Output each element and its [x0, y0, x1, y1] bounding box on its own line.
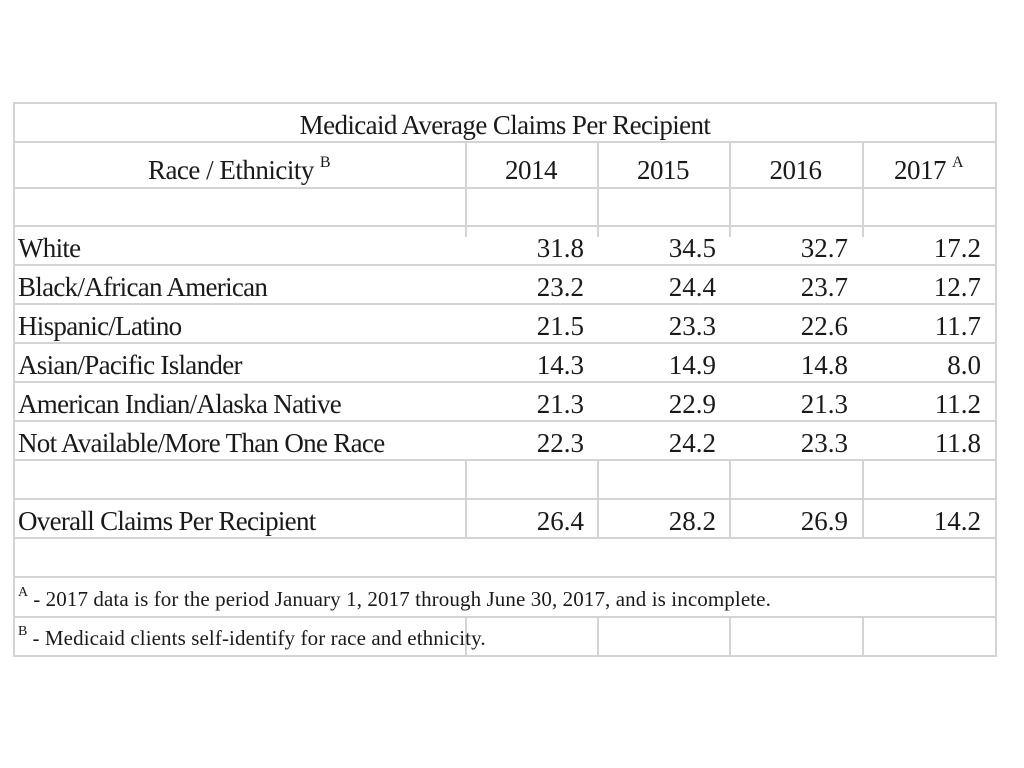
- cell-value: 22.6: [800, 311, 848, 341]
- grid-line: [13, 264, 997, 266]
- footnote-marker: B: [18, 624, 28, 639]
- grid-line: [729, 616, 731, 657]
- cell-value: 11.2: [934, 389, 981, 419]
- header-year-2016: [729, 157, 862, 184]
- grid-line: [13, 537, 997, 539]
- cell-value: 28.2: [668, 506, 716, 536]
- header-label-marker: B: [319, 154, 331, 171]
- cell-value: 8.0: [947, 350, 981, 380]
- grid-line: [13, 102, 997, 104]
- cell-value: 24.2: [668, 428, 716, 458]
- header-year-marker: A: [951, 154, 964, 171]
- cell-value: 22.9: [668, 389, 716, 419]
- cell-value: 24.4: [668, 272, 716, 302]
- grid-line: [13, 342, 997, 344]
- cell-value: 14.9: [668, 350, 716, 380]
- cell-value: 14.8: [800, 350, 848, 380]
- cell-value: 21.3: [536, 389, 584, 419]
- grid-line: [862, 141, 864, 237]
- grid-line: [13, 420, 997, 422]
- table-title: Medicaid Average Claims Per Recipient: [299, 110, 711, 140]
- row-label-american-indian-alaska-native: American Indian/Alaska Native: [18, 389, 342, 419]
- grid-line: [13, 498, 997, 500]
- row-label-overall: Overall Claims Per Recipient: [18, 506, 316, 536]
- row-label-black-african-american: Black/African American: [18, 272, 268, 302]
- footnote-marker: A: [18, 585, 29, 600]
- cell-value: 12.7: [933, 272, 981, 302]
- cell-value: 17.2: [933, 233, 981, 263]
- cell-value: 14.3: [536, 350, 584, 380]
- cell-value: 11.7: [934, 311, 981, 341]
- header-year: 2017: [893, 155, 946, 185]
- grid-line: [13, 459, 997, 461]
- footnote-a: [18, 585, 771, 611]
- claims-table: [13, 102, 997, 657]
- cell-value: 26.4: [536, 506, 584, 536]
- grid-line: [13, 576, 997, 578]
- grid-line: [13, 187, 997, 189]
- cell-value: 22.3: [536, 428, 584, 458]
- cell-value: 34.5: [668, 233, 716, 263]
- cell-value: 21.5: [536, 311, 584, 341]
- row-label-white: White: [18, 233, 81, 263]
- grid-line: [729, 141, 731, 237]
- grid-line: [13, 655, 997, 657]
- grid-line: [465, 141, 467, 237]
- grid-line: [13, 141, 997, 143]
- cell-value: 11.8: [934, 428, 981, 458]
- grid-line: [13, 616, 997, 618]
- grid-line: [995, 102, 997, 657]
- header-year-2017: [862, 154, 995, 185]
- header-label: Race / Ethnicity: [147, 155, 314, 185]
- cell-value: 32.7: [800, 233, 848, 263]
- grid-line: [597, 141, 599, 237]
- grid-line: [13, 225, 997, 227]
- header-year-2015: [597, 157, 729, 184]
- footnote-b: [18, 624, 486, 650]
- cell-value: 26.9: [800, 506, 848, 536]
- header-race-ethnicity: [13, 154, 465, 185]
- footnote-text: - Medicaid clients self-identify for race and ethnicity.: [32, 626, 486, 650]
- cell-value: 21.3: [800, 389, 848, 419]
- grid-line: [13, 303, 997, 305]
- row-label-asian-pacific-islander: Asian/Pacific Islander: [18, 350, 242, 380]
- cell-value: 31.8: [536, 233, 584, 263]
- footnote-text: - 2017 data is for the period January 1, 2017 through June 30, 2017, and is incomplete.: [33, 587, 771, 611]
- cell-value: 23.3: [668, 311, 716, 341]
- grid-line: [13, 102, 15, 657]
- header-year: 2015: [637, 155, 689, 185]
- header-year: 2016: [769, 155, 822, 185]
- row-label-hispanic-latino: Hispanic/Latino: [18, 311, 182, 341]
- header-year-2014: [465, 157, 597, 184]
- header-year: 2014: [505, 155, 557, 185]
- cell-value: 14.2: [933, 506, 981, 536]
- grid-line: [862, 616, 864, 657]
- grid-line: [13, 381, 997, 383]
- cell-value: 23.7: [800, 272, 848, 302]
- cell-value: 23.3: [800, 428, 848, 458]
- row-label-not-available-more-than-one-race: Not Available/More Than One Race: [18, 428, 385, 458]
- cell-value: 23.2: [536, 272, 584, 302]
- grid-line: [597, 616, 599, 657]
